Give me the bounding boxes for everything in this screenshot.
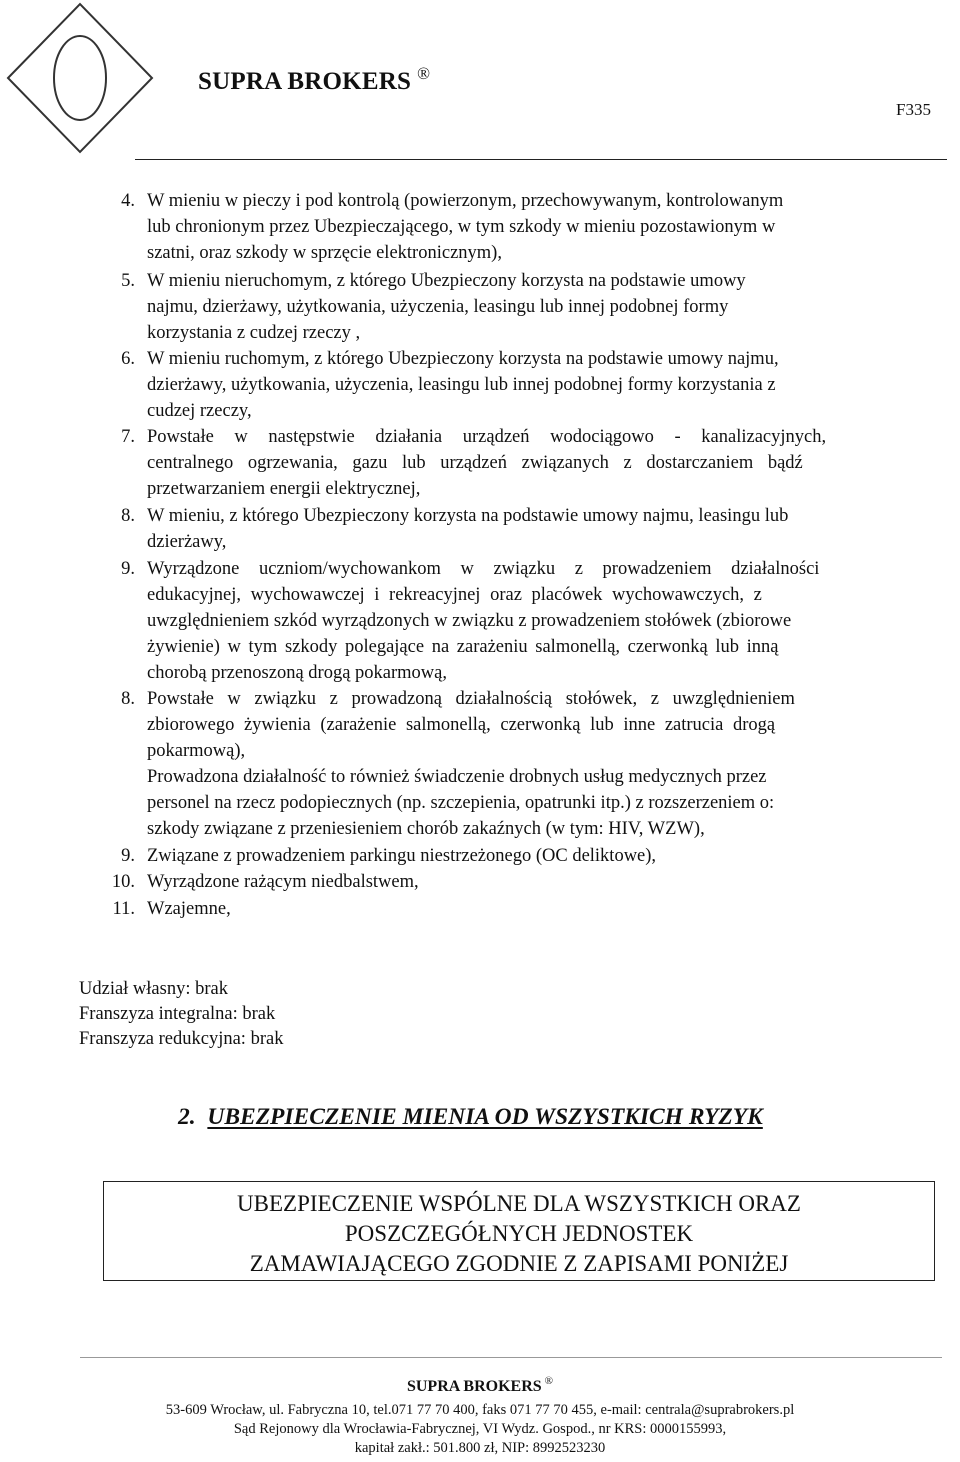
item-line: W mieniu, z którego Ubezpieczony korzysta na podstawie umowy najmu, leasingu lub xyxy=(147,506,789,526)
item-line: dzierżawy, xyxy=(147,532,227,552)
boxed-heading xyxy=(103,1181,935,1281)
item-number: 11. xyxy=(112,899,135,919)
item-line: Powstałe w następstwie działania urządzeń wodociągowo - kanalizacyjnych, xyxy=(147,427,827,447)
item-line: szatni, oraz szkody w sprzęcie elektronicznym), xyxy=(147,243,502,263)
item-line: W mieniu nieruchomym, z którego Ubezpieczony korzysta na podstawie umowy xyxy=(147,271,746,291)
footer-capital: kapitał zakł.: 501.800 zł, NIP: 8992523230 xyxy=(354,1440,606,1456)
item-line: W mieniu w pieczy i pod kontrolą (powierzonym, przechowywanym, kontrolowanym xyxy=(147,191,784,211)
footer-address: 53-609 Wrocław, ul. Fabryczna 10, tel.071 77 70 400, faks 071 77 70 455, e-mail: centrala@suprabrokers.pl xyxy=(165,1402,795,1418)
item-line: edukacyjnej, wychowawczej i rekreacyjnej oraz placówek wychowawczych, z xyxy=(147,585,762,605)
item-number: 7. xyxy=(121,427,135,447)
brand-name: SUPRA BROKERS ® xyxy=(198,64,431,95)
footer-court-registry: Sąd Rejonowy dla Wrocławia-Fabrycznej, VI Wydz. Gospod., nr KRS: 0000155993, xyxy=(233,1421,727,1437)
item-line: cudzej rzeczy, xyxy=(147,401,252,421)
item-line: pokarmową), xyxy=(147,741,246,761)
item-line: dzierżawy, użytkowania, użyczenia, leasingu lub innej podobnej formy korzystania z xyxy=(147,375,776,395)
footer-divider xyxy=(80,1357,942,1358)
header-divider xyxy=(135,159,947,160)
item-line: W mieniu ruchomym, z którego Ubezpieczony korzysta na podstawie umowy najmu, xyxy=(147,349,779,369)
item-line: Związane z prowadzeniem parkingu niestrzeżonego (OC deliktowe), xyxy=(147,846,657,866)
item-line: uwzględnieniem szkód wyrządzonych w związku z prowadzeniem stołówek (zbiorowe xyxy=(147,611,792,631)
item-number: 9. xyxy=(121,846,135,866)
item-line: Wyrządzone rażącym niedbalstwem, xyxy=(147,872,419,892)
item-line: Prowadzona działalność to również świadczenie drobnych usług medycznych przez xyxy=(147,767,767,787)
registered-mark: ® xyxy=(417,64,431,83)
item-line: lub chronionym przez Ubezpieczającego, w tym szkody w mieniu pozostawionym w xyxy=(147,217,776,237)
item-line: chorobą przenoszoną drogą pokarmową, xyxy=(147,663,447,683)
box-line: POSZCZEGÓŁNYCH JEDNOSTEK xyxy=(344,1221,694,1246)
item-number: 8. xyxy=(121,506,135,526)
item-line: przetwarzaniem energii elektrycznej, xyxy=(147,479,421,499)
item-line: korzystania z cudzej rzeczy , xyxy=(147,323,361,343)
section-heading xyxy=(178,1104,763,1131)
integral-franchise: Franszyza integralna: brak xyxy=(79,1004,276,1024)
own-share: Udział własny: brak xyxy=(79,979,228,999)
item-line: szkody związane z przeniesieniem chorób zakaźnych (w tym: HIV, WZW), xyxy=(147,819,705,839)
item-line: żywienie) w tym szkody polegające na zarażeniu salmonellą, czerwonką lub inną xyxy=(147,637,779,657)
section-number: 2. xyxy=(178,1104,196,1130)
item-number: 9. xyxy=(121,559,135,579)
document-code: F335 xyxy=(896,100,931,119)
box-line: UBEZPIECZENIE WSPÓLNE DLA WSZYSTKICH ORAZ xyxy=(237,1191,801,1216)
item-line: Wyrządzone uczniom/wychowankom w związku z prowadzeniem działalności xyxy=(147,559,820,579)
item-number: 8. xyxy=(121,689,135,709)
item-number: 5. xyxy=(121,271,135,291)
footer-registered-mark: ® xyxy=(544,1375,554,1387)
item-number: 10. xyxy=(111,872,135,892)
item-line: personel na rzecz podopiecznych (np. szczepienia, opatrunki itp.) z rozszerzeniem o: xyxy=(147,793,775,813)
reductive-franchise: Franszyza redukcyjna: brak xyxy=(79,1029,284,1049)
item-line: zbiorowego żywienia (zarażenie salmonellą, czerwonką lub inne zatrucia drogą xyxy=(147,715,776,735)
section-title: UBEZPIECZENIE MIENIA OD WSZYSTKICH RYZYK xyxy=(207,1104,763,1130)
item-line: najmu, dzierżawy, użytkowania, użyczenia, leasingu lub innej podobnej formy xyxy=(147,297,729,317)
item-number: 4. xyxy=(121,191,135,211)
item-line: Wzajemne, xyxy=(147,899,231,919)
footer-brand: SUPRA BROKERS ® xyxy=(406,1375,554,1395)
item-line: centralnego ogrzewania, gazu lub urządzeń związanych z dostarczaniem bądź xyxy=(147,453,803,473)
item-number: 6. xyxy=(121,349,135,369)
item-line: Powstałe w związku z prowadzoną działalnością stołówek, z uwzględnieniem xyxy=(147,689,795,709)
box-line: ZAMAWIAJĄCEGO ZGODNIE Z ZAPISAMI PONIŻEJ xyxy=(249,1251,789,1276)
company-logo xyxy=(0,0,166,156)
